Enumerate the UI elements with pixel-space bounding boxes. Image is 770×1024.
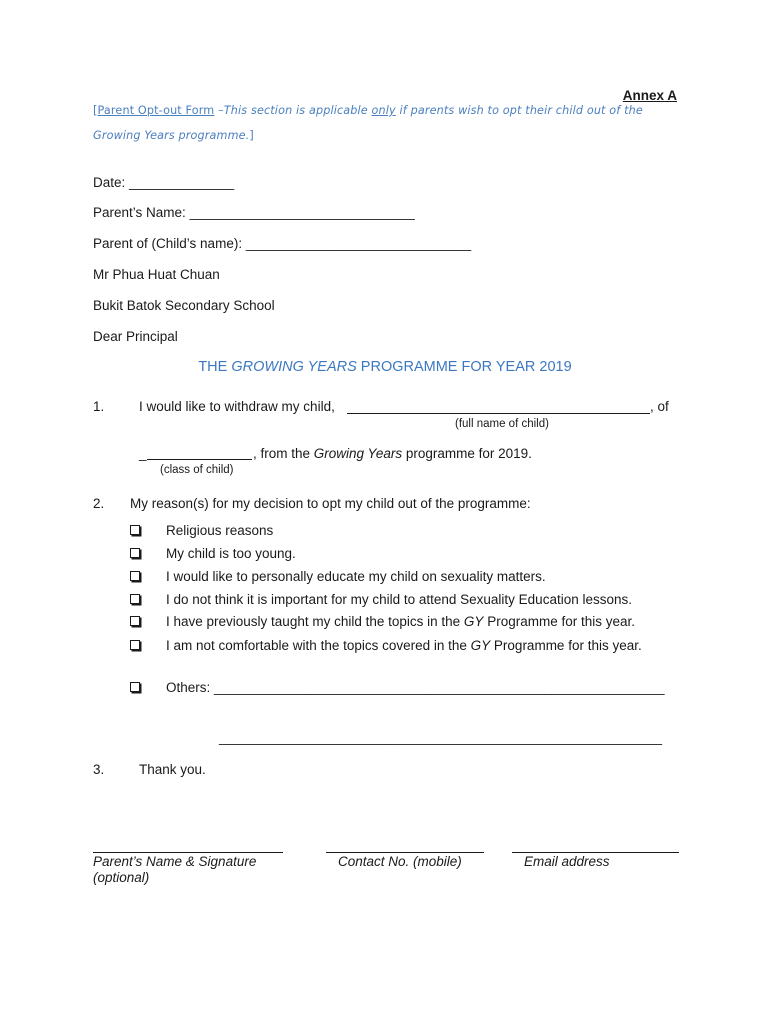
- item3-number: 3.: [93, 762, 105, 777]
- heading-suffix: PROGRAMME FOR YEAR 2019: [356, 359, 572, 375]
- heading-italic: GROWING YEARS: [231, 359, 357, 375]
- note-close-bracket: ]: [249, 129, 254, 142]
- item1-end: , of: [650, 399, 669, 414]
- parent-name-field: [93, 205, 415, 220]
- reason5-gy: GY: [463, 614, 484, 629]
- reason-not-important: I do not think it is important for my child to attend Sexuality Education lessons.: [166, 592, 632, 607]
- note-form-name: Parent Opt-out Form: [97, 104, 215, 117]
- caption-class: (class of child): [160, 464, 234, 476]
- recipient-school: Bukit Batok Secondary School: [93, 298, 275, 313]
- checkbox-too-young[interactable]: [130, 548, 140, 558]
- child-full-name-input[interactable]: [347, 413, 650, 414]
- others-input[interactable]: ____________________________________________________________: [214, 680, 665, 695]
- others-input-line2[interactable]: ___________________________________________________________: [219, 730, 662, 745]
- date-field: [93, 175, 234, 190]
- reason-not-comfortable: [166, 638, 642, 653]
- checkbox-not-comfortable[interactable]: [130, 640, 140, 650]
- from-text-b: programme for 2019.: [402, 446, 532, 461]
- note-open-bracket: [: [93, 104, 98, 117]
- note-line2: Growing Years programme.: [93, 129, 250, 142]
- item2-text: My reason(s) for my decision to opt my child out of the programme:: [130, 496, 531, 511]
- item1-number: 1.: [93, 399, 105, 414]
- item1-from-text: [253, 446, 532, 461]
- note-applicable-text: –This section is applicable: [214, 104, 372, 117]
- reason5-a: I have previously taught my child the topics in the: [166, 614, 464, 629]
- reason-previously-taught: [166, 614, 635, 629]
- others-field: [166, 680, 665, 695]
- reason6-a: I am not comfortable with the topics covered in the: [166, 638, 471, 653]
- child-class-input[interactable]: [147, 459, 252, 460]
- signature-line[interactable]: [93, 852, 283, 853]
- item2-number: 2.: [93, 496, 105, 511]
- checkbox-not-important[interactable]: [130, 594, 140, 604]
- heading-prefix: THE: [198, 359, 232, 375]
- parent-name-input[interactable]: ______________________________: [189, 205, 415, 220]
- caption-full-name: (full name of child): [455, 418, 549, 430]
- programme-heading: [0, 359, 770, 375]
- recipient-name: Mr Phua Huat Chuan: [93, 267, 220, 282]
- checkbox-others[interactable]: [130, 682, 140, 692]
- from-text-italic: Growing Years: [313, 446, 403, 461]
- date-input[interactable]: ______________: [129, 175, 235, 190]
- opt-out-note-line2: [93, 129, 254, 142]
- checkbox-religious[interactable]: [130, 525, 140, 535]
- reason-too-young: My child is too young.: [166, 546, 296, 561]
- contact-line[interactable]: [326, 852, 484, 853]
- contact-label: Contact No. (mobile): [338, 854, 462, 869]
- from-text-a: , from the: [253, 446, 314, 461]
- child-name-field: [93, 236, 471, 251]
- email-line[interactable]: [512, 852, 679, 853]
- reason-religious: Religious reasons: [166, 523, 274, 538]
- note-rest-line1: if parents wish to opt their child out of the: [395, 104, 643, 117]
- parent-name-label: Parent’s Name:: [93, 205, 186, 220]
- child-name-input[interactable]: ______________________________: [245, 236, 472, 251]
- date-label: Date:: [93, 175, 126, 190]
- reason5-b: Programme for this year.: [483, 614, 635, 629]
- annex-label: Annex A: [622, 88, 677, 103]
- reason6-b: Programme for this year.: [490, 638, 642, 653]
- item1-text: I would like to withdraw my child,: [139, 399, 335, 414]
- item3-text: Thank you.: [139, 762, 206, 777]
- email-label: Email address: [524, 854, 610, 869]
- checkbox-educate-personally[interactable]: [130, 571, 140, 581]
- child-name-label: Parent of (Child’s name):: [93, 236, 243, 251]
- signature-label: Parent’s Name & Signature: [93, 854, 257, 869]
- others-label: Others:: [166, 680, 211, 695]
- salutation: Dear Principal: [93, 329, 178, 344]
- note-only: only: [371, 104, 396, 117]
- class-lead-underscore: _: [139, 446, 147, 461]
- checkbox-previously-taught[interactable]: [130, 616, 140, 626]
- opt-out-note-line1: [93, 104, 643, 117]
- reason6-gy: GY: [470, 638, 491, 653]
- signature-optional-label: (optional): [93, 870, 150, 885]
- reason-educate-personally: I would like to personally educate my child on sexuality matters.: [166, 569, 546, 584]
